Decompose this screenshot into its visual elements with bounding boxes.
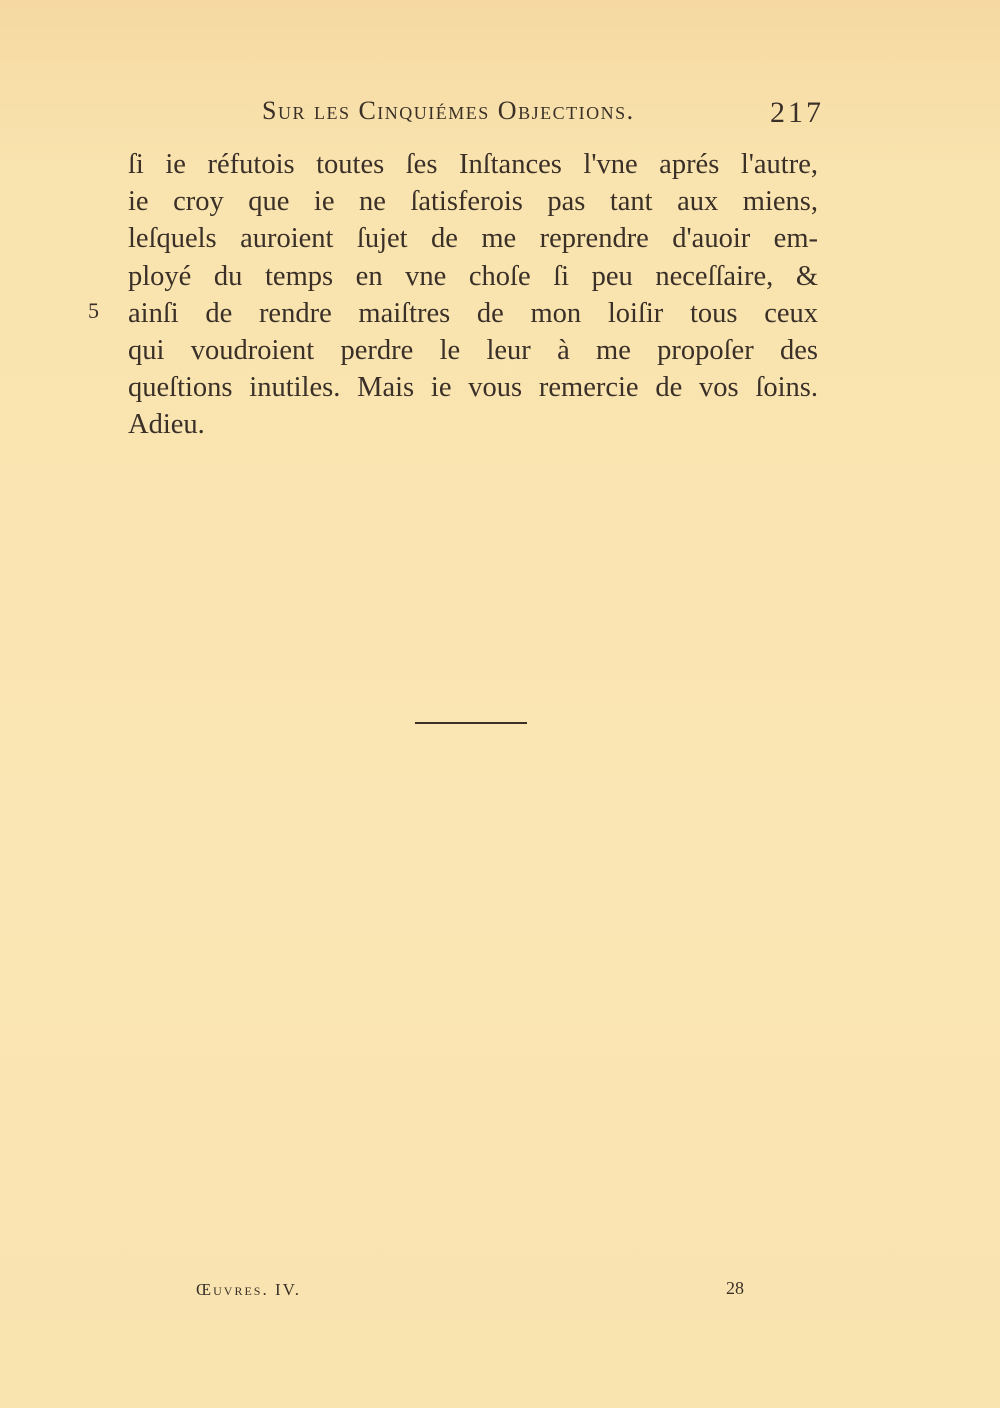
- signature-label: Œuvres. IV.: [196, 1280, 301, 1299]
- text-line: ie croy que ie ne ſatisferois pas tant aux miens,: [128, 186, 818, 218]
- text-line: ployé du temps en vne choſe ſi peu neceſſaire, &: [128, 260, 818, 292]
- text-line: ainſi de rendre maiſtres de mon loiſir tous ceux: [128, 297, 818, 329]
- body-text: [128, 146, 818, 444]
- text-line: leſquels auroient ſujet de me reprendre d'auoir em-: [128, 223, 818, 255]
- text-line: qui voudroient perdre le leur à me propoſer des: [128, 334, 818, 366]
- running-title: Sur les Cinquiémes Objections.: [262, 96, 635, 125]
- section-divider: [415, 722, 527, 724]
- signature-number: 28: [726, 1278, 744, 1298]
- line-number-marker: 5: [88, 298, 99, 323]
- page-number: 217: [770, 96, 824, 129]
- text-line: ſi ie réfutois toutes ſes Inſtances l'vne aprés l'autre,: [128, 149, 818, 180]
- text-line: queſtions inutiles. Mais ie vous remercie de vos ſoins.: [128, 372, 818, 404]
- text-line: Adieu.: [128, 409, 205, 441]
